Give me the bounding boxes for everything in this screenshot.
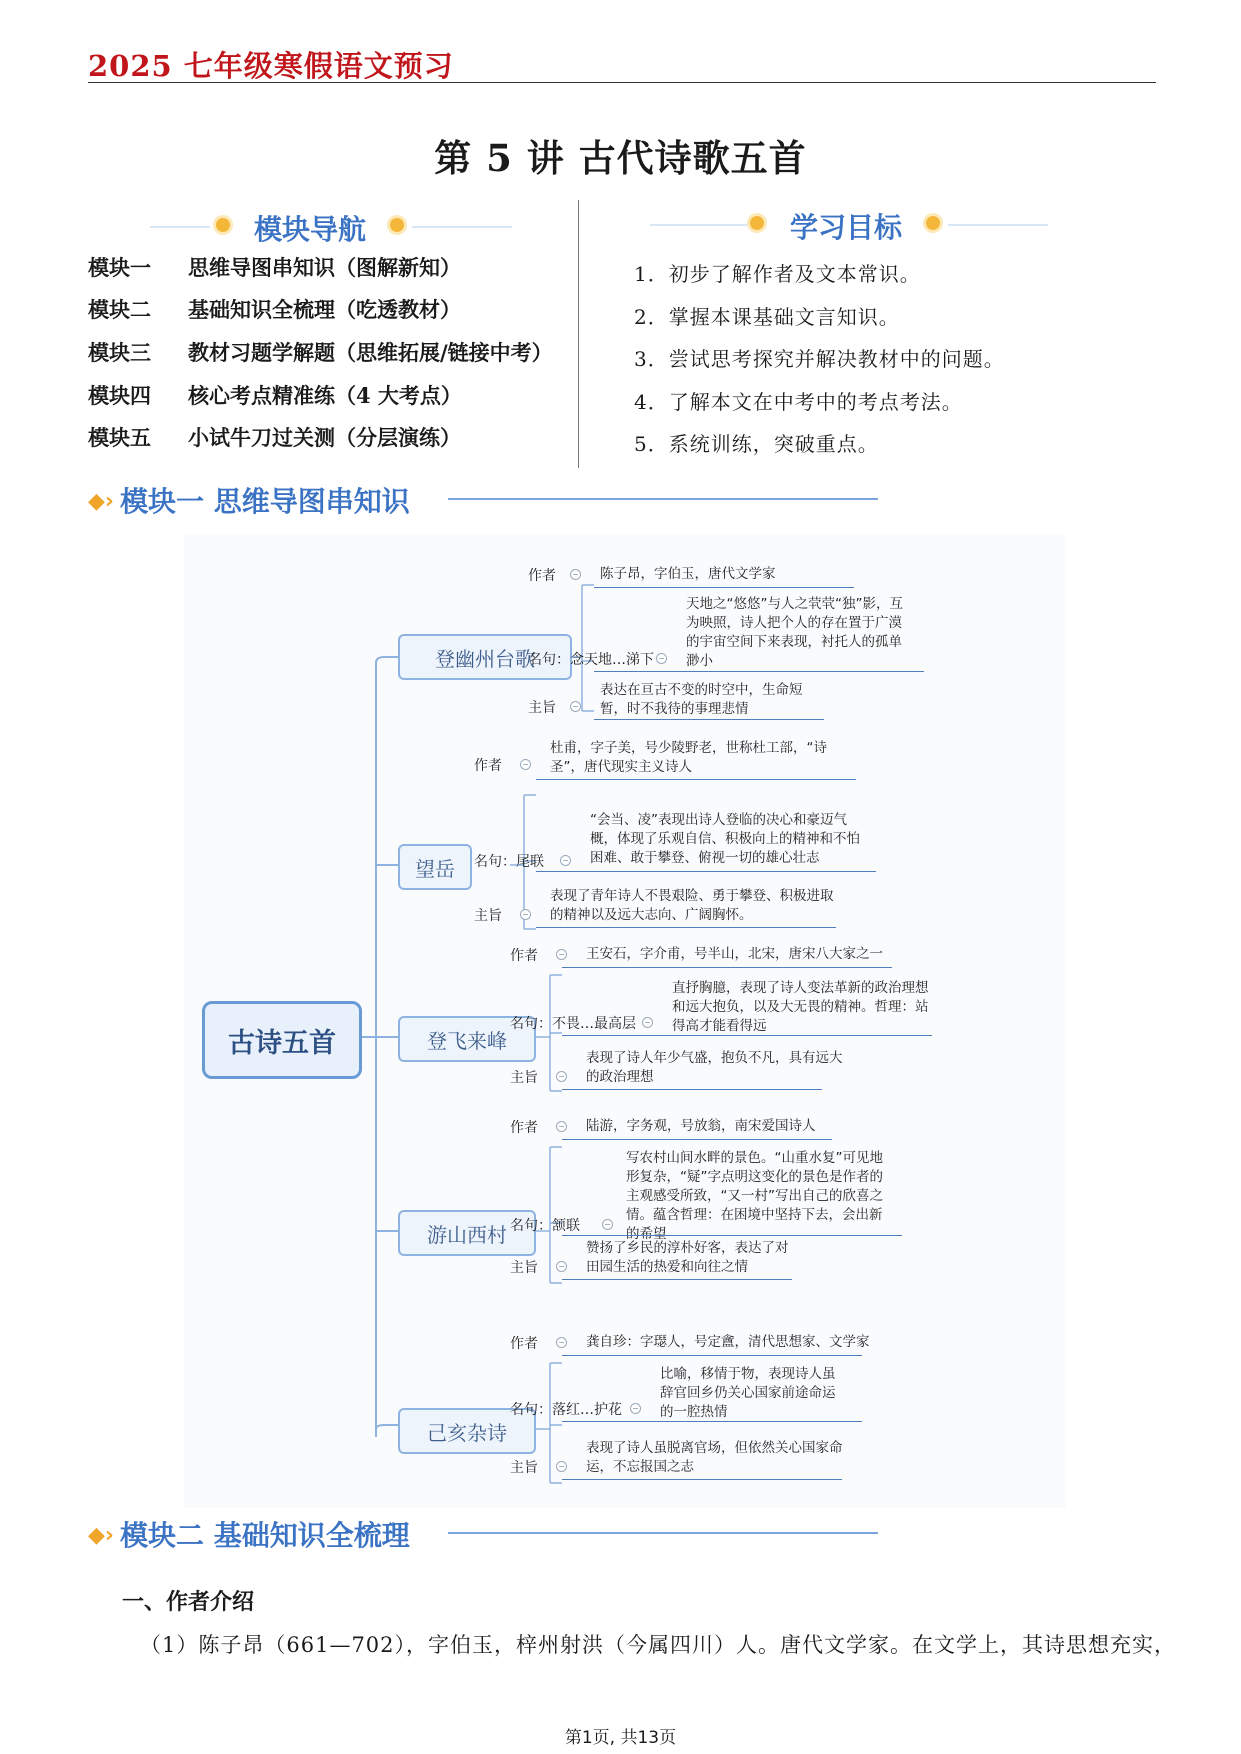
branch-underline [536,871,876,872]
goals-banner-dot-left [750,216,764,230]
branch-underline [562,1279,792,1280]
author-label: 作者 [528,568,556,584]
quote-text: 直抒胸臆，表现了诗人变法革新的政治理想和远大抱负，以及大无畏的精神。哲理：站得高才能看得远 [672,980,929,1034]
nav-item[interactable] [88,337,553,367]
branch-underline [562,1421,862,1422]
theme-label: 主旨 [510,1460,538,1476]
author-text: 龚自珍：字璱人，号定盦，清代思想家、文学家 [586,1334,870,1350]
double-chevron-icon: ◆› [88,1523,114,1548]
collapse-icon[interactable]: − [656,653,667,664]
column-divider [578,200,579,468]
quote-text: “会当、凌”表现出诗人登临的决心和豪迈气概，体现了乐观自信、积极向上的精神和不怕困难、敢于攀登、俯视一切的雄心壮志 [590,812,860,866]
nav-item-key: 模块三 [88,340,151,365]
module1-header [88,480,410,520]
nav-item[interactable] [88,294,461,324]
poem-node-youshanxicun[interactable]: 游山西村 [398,1210,536,1256]
goal-item: 5．系统训练，突破重点。 [634,432,879,456]
theme-text: 表达在亘古不变的时空中，生命短暂，时不我待的事理悲情 [600,682,803,717]
goal-item: 4．了解本文在中考中的考点考法。 [634,390,963,414]
collapse-icon[interactable]: − [602,1219,613,1230]
author-text: 杜甫，字子美，号少陵野老，世称杜工部，“诗圣”，唐代现实主义诗人 [550,740,827,775]
branch-underline [536,779,856,780]
lesson-title: 第 5 讲 古代诗歌五首 [434,136,807,180]
nav-banner: 模块导航 [253,213,366,246]
author-label: 作者 [474,758,502,774]
branch-underline [562,1089,822,1090]
double-chevron-icon: ◆› [88,489,114,514]
module2-rule [448,1532,878,1534]
quote-label: 名句：不畏…最高层 [510,1016,636,1032]
collapse-icon[interactable]: − [560,855,571,866]
nav-item[interactable] [88,380,462,410]
author-label: 作者 [510,1336,538,1352]
quote-label: 名句：落红…护花 [510,1402,622,1418]
branch-underline [562,967,892,968]
goal-item: 2．掌握本课基础文言知识。 [634,305,900,329]
goals-banner: 学习目标 [789,211,902,244]
branch-underline [536,927,836,928]
nav-item[interactable] [88,252,461,282]
module2-title: 模块二 基础知识全梳理 [120,1519,410,1552]
nav-item-text: 基础知识全梳理（吃透教材） [188,297,461,322]
nav-banner-line-right [412,226,512,228]
goals-banner-line-right [948,224,1048,226]
theme-label: 主旨 [474,908,502,924]
theme-text: 表现了诗人虽脱离官场，但依然关心国家命运，不忘报国之志 [586,1440,843,1475]
branch-underline [562,1235,902,1236]
collapse-icon[interactable]: − [642,1017,653,1028]
branch-underline [562,1355,862,1356]
collapse-icon[interactable]: − [630,1403,641,1414]
branch-underline [562,1139,832,1140]
theme-text: 表现了诗人年少气盛，抱负不凡，具有远大的政治理想 [586,1050,843,1085]
collapse-icon[interactable]: − [570,569,581,580]
header-rule [88,82,1156,83]
quote-label: 名句：尾联 [474,854,544,870]
collapse-icon[interactable]: − [556,1461,567,1472]
collapse-icon[interactable]: − [556,949,567,960]
author-text: 王安石，字介甫，号半山，北宋，唐宋八大家之一 [586,946,883,962]
goal-item: 1．初步了解作者及文本常识。 [634,262,921,286]
nav-item-key: 模块五 [88,425,151,450]
branch-underline [594,671,924,672]
author-text: 陆游，字务观，号放翁，南宋爱国诗人 [586,1118,816,1134]
collapse-icon[interactable]: − [570,701,581,712]
collapse-icon[interactable]: − [556,1261,567,1272]
quote-text: 天地之“悠悠”与人之茕茕“独”影，互为映照，诗人把个人的存在置于广漠的宇宙空间下来表现，衬托人的孤单渺小 [686,596,903,669]
nav-item-text: 思维导图串知识（图解新知） [188,255,461,280]
nav-banner-dot-left [216,218,230,232]
quote-text: 写农村山间水畔的景色。“山重水复”可见地形复杂，“疑”字点明这变化的景色是作者的主观感受所致，“又一村”写出自己的欣喜之情。蕴含哲理：在困境中坚持下去，会出新的希望 [626,1150,883,1242]
section-heading: 一、作者介绍 [122,1589,255,1615]
nav-item[interactable] [88,422,461,452]
mind-map [184,535,1066,1508]
goal-item: 3．尝试思考探究并解决教材中的问题。 [634,347,1005,371]
collapse-icon[interactable]: − [556,1121,567,1132]
branch-underline [594,719,824,720]
nav-item-key: 模块一 [88,255,151,280]
nav-banner-line-left [150,226,210,228]
author-text: 陈子昂，字伯玉，唐代文学家 [600,566,776,582]
body-paragraph: （1）陈子昂（661—702），字伯玉，梓州射洪（今属四川）人。唐代文学家。在文学上，其诗思想充实， [140,1633,1177,1657]
theme-label: 主旨 [510,1070,538,1086]
page-number: 第1页, 共13页 [564,1728,677,1748]
collapse-icon[interactable]: − [556,1071,567,1082]
page-header-title: 2025 七年级寒假语文预习 [88,49,454,83]
branch-underline [594,587,854,588]
goals-banner-dot-right [926,216,940,230]
quote-label: 名句：颔联 [510,1218,580,1234]
module1-title: 模块一 思维导图串知识 [120,485,410,518]
author-label: 作者 [510,948,538,964]
quote-label: 名句：念天地…涕下 [528,652,654,668]
poem-node-dengfeilaifeng[interactable]: 登飞来峰 [398,1016,536,1062]
nav-item-text: 核心考点精准练（4 大考点） [188,383,462,408]
nav-item-key: 模块四 [88,383,151,408]
poem-node-jihaizashi[interactable]: 己亥杂诗 [398,1408,536,1454]
quote-text: 比喻，移情于物，表现诗人虽辞官回乡仍关心国家前途命运的一腔热情 [660,1366,836,1420]
goals-banner-line-left [650,224,750,226]
nav-item-text: 小试牛刀过关测（分层演练） [188,425,461,450]
branch-underline [562,1479,842,1480]
branch-underline [562,1035,932,1036]
collapse-icon[interactable]: − [520,909,531,920]
theme-label: 主旨 [528,700,556,716]
theme-label: 主旨 [510,1260,538,1276]
collapse-icon[interactable]: − [520,759,531,770]
nav-item-text: 教材习题学解题（思维拓展/链接中考） [188,340,553,365]
theme-text: 赞扬了乡民的淳朴好客，表达了对田园生活的热爱和向往之情 [586,1240,789,1275]
theme-text: 表现了青年诗人不畏艰险、勇于攀登、积极进取的精神以及远大志向、广阔胸怀。 [550,888,834,923]
author-label: 作者 [510,1120,538,1136]
poem-node-wangyue[interactable]: 望岳 [398,844,472,890]
nav-item-key: 模块二 [88,297,151,322]
module1-rule [448,498,878,500]
module2-header [88,1514,410,1554]
nav-banner-dot-right [390,218,404,232]
mind-map-root[interactable]: 古诗五首 [202,1001,362,1079]
collapse-icon[interactable]: − [556,1337,567,1348]
poem-node-dengyouzhou[interactable]: 登幽州台歌 [398,634,572,680]
